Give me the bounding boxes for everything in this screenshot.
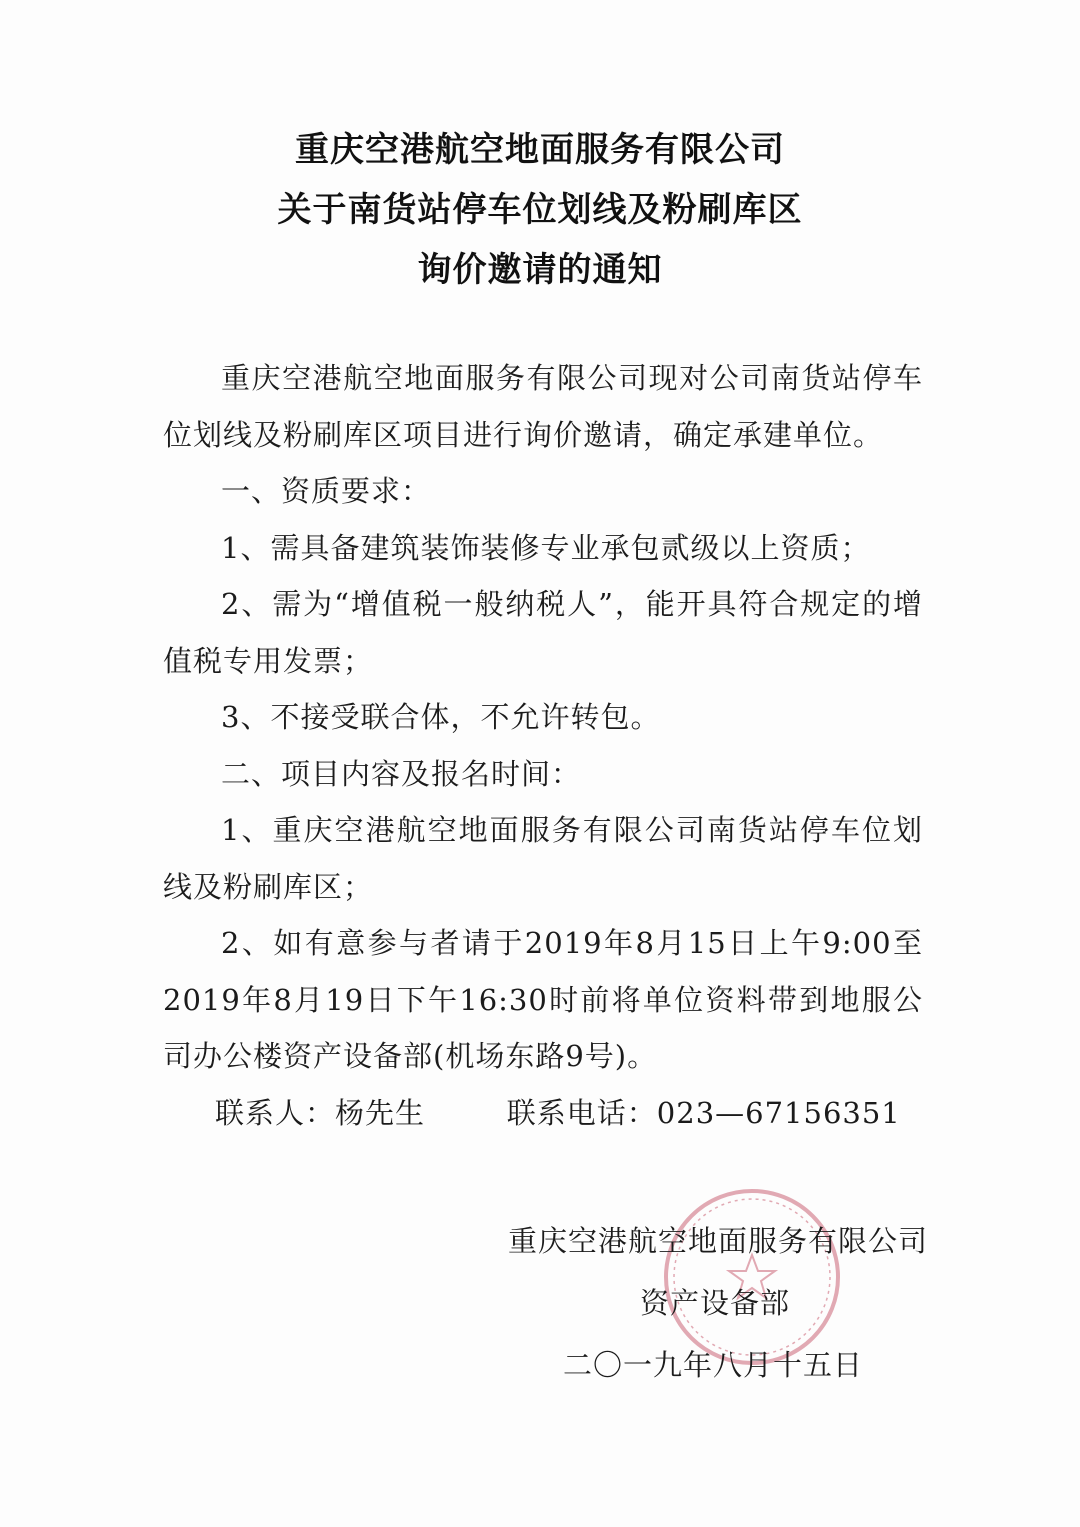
document-body (163, 350, 923, 1141)
project-item-2: 2、如有意参与者请于2019年8月15日上午9:00至2019年8月19日下午16:30时前将单位资料带到地服公司办公楼资产设备部(机场东路9号)。 (163, 926, 923, 1073)
title-line-3: 询价邀请的通知 (417, 250, 663, 290)
contact-gap (425, 1096, 507, 1130)
title-line-1: 重庆空港航空地面服务有限公司 (295, 130, 785, 170)
signature-organization: 重庆空港航空地面服务有限公司 (508, 1224, 929, 1258)
contact-phone-label: 联系电话： (506, 1095, 657, 1130)
intro-paragraph: 重庆空港航空地面服务有限公司现对公司南货站停车位划线及粉刷库区项目进行询价邀请，确定承建单位。 (163, 361, 923, 452)
contact-person-label: 联系人： (215, 1095, 336, 1130)
title-line-2: 关于南货站停车位划线及粉刷库区 (277, 190, 803, 230)
qualification-item-2: 2、需为“增值税一般纳税人”，能开具符合规定的增值税专用发票； (163, 587, 923, 678)
contact-line (163, 1085, 923, 1142)
qualification-item-1: 1、需具备建筑装饰装修专业承包贰级以上资质； (221, 530, 871, 565)
signature-date: 二〇一九年八月十五日 (563, 1348, 864, 1382)
qualification-item-3: 3、不接受联合体，不允许转包。 (221, 700, 661, 734)
contact-phone: 023—67156351 (656, 1095, 901, 1130)
document-title (0, 120, 1080, 300)
section-heading-qualifications: 一、资质要求： (221, 474, 432, 508)
section-heading-project: 二、项目内容及报名时间： (221, 756, 582, 791)
signature-department: 资产设备部 (640, 1286, 791, 1320)
project-item-1: 1、重庆空港航空地面服务有限公司南货站停车位划线及粉刷库区； (163, 813, 923, 904)
contact-person: 杨先生 (335, 1095, 426, 1130)
